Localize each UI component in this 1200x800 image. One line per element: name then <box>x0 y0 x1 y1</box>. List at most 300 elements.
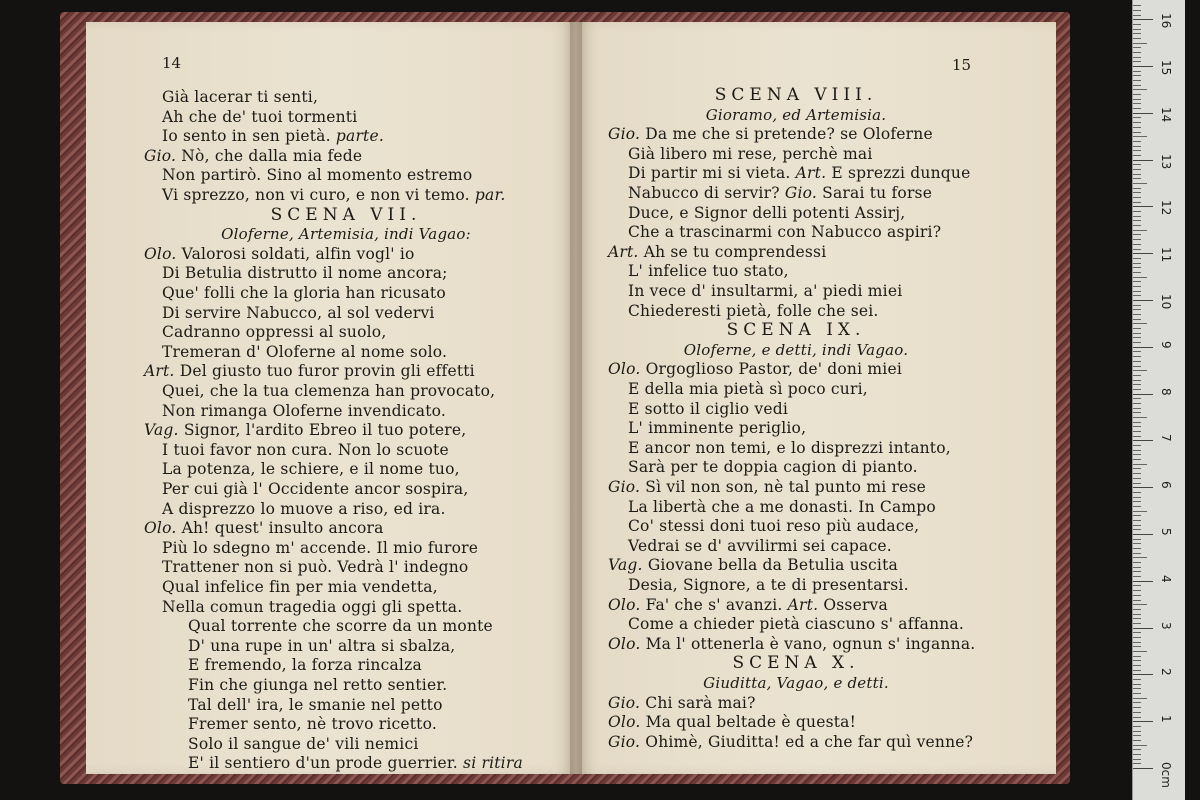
verse-text: Desia, Signore, a te di presentarsi. <box>628 576 909 594</box>
ruler-tick <box>1133 553 1141 554</box>
ruler-tick <box>1133 445 1141 446</box>
verse-line <box>144 421 466 440</box>
ruler-tick <box>1133 38 1141 39</box>
scene-heading <box>727 321 866 340</box>
verse-line <box>628 615 964 634</box>
measurement-ruler <box>1132 0 1185 800</box>
verse-text: Chiederesti pietà, folle che sei. <box>628 301 879 320</box>
ruler-tick <box>1133 763 1141 764</box>
ruler-tick <box>1133 623 1141 624</box>
verse-text: L' infelice tuo stato, <box>628 262 789 281</box>
verse-text: E ancor non temi, e lo disprezzi intanto, <box>628 438 951 457</box>
ruler-tick <box>1133 314 1141 315</box>
speaker-label: Olo. <box>608 595 641 614</box>
ruler-tick <box>1133 80 1141 81</box>
ruler-tick <box>1133 412 1141 413</box>
stage-direction: Art. <box>795 164 827 183</box>
ruler-tick <box>1133 656 1141 657</box>
verse-text: Signor, l'ardito Ebreo il tuo potere, <box>183 421 467 440</box>
ruler-tick <box>1133 286 1141 287</box>
ruler-tick <box>1133 567 1141 568</box>
verse-text: Chi sarà mai? <box>645 693 756 712</box>
ruler-tick <box>1133 319 1141 320</box>
ruler-label: 13 <box>1159 153 1173 169</box>
verse-text: E della mia pietà sì poco curi, <box>628 380 868 398</box>
cast-line-text: Oloferne, Artemisia, indi Vagao: <box>221 225 471 244</box>
ruler-tick <box>1133 99 1141 100</box>
ruler-tick <box>1133 585 1141 586</box>
stage-direction: par. <box>474 186 506 204</box>
verse-text: Sì vil non son, nè tal punto mi rese <box>645 478 927 496</box>
ruler-tick <box>1133 10 1141 11</box>
stage-direction: parte. <box>335 127 384 146</box>
verse-text: Fin che giunga nel retto sentier. <box>188 676 448 694</box>
ruler-label: 14 <box>1159 106 1173 123</box>
verse-line <box>628 498 936 517</box>
ruler-tick <box>1133 506 1141 507</box>
ruler-tick <box>1133 745 1147 746</box>
verse-line <box>188 735 418 754</box>
ruler-tick <box>1133 543 1141 544</box>
ruler-tick <box>1133 618 1141 619</box>
ruler-tick <box>1133 651 1147 652</box>
ruler-tick <box>1133 52 1141 53</box>
right-page-number: 15 <box>952 56 972 74</box>
verse-line <box>608 733 973 752</box>
verse-text: Ah se tu comprendessi <box>643 242 827 261</box>
verse-text: D' una rupe in un' altra si sbalza, <box>188 636 456 655</box>
ruler-tick <box>1133 117 1141 118</box>
ruler-tick <box>1133 581 1153 582</box>
ruler-tick <box>1133 192 1141 193</box>
verse-line <box>188 696 443 715</box>
ruler-tick <box>1133 501 1141 502</box>
ruler-tick <box>1133 347 1153 348</box>
scene-heading-text: SCENA IX. <box>726 320 866 341</box>
verse-text-continued: Sarai tu forse <box>822 184 933 202</box>
ruler-tick <box>1133 702 1141 703</box>
verse-line <box>144 147 362 166</box>
ruler-tick <box>1133 426 1141 427</box>
ruler-tick <box>1133 614 1141 615</box>
ruler-tick <box>1133 244 1141 245</box>
book-gutter <box>570 22 582 774</box>
ruler-tick <box>1133 188 1141 189</box>
ruler-tick <box>1133 595 1141 596</box>
verse-line <box>162 88 318 107</box>
ruler-tick <box>1133 679 1141 680</box>
verse-line <box>628 458 918 477</box>
verse-line <box>162 284 446 303</box>
verse-line <box>628 145 873 164</box>
ruler-tick <box>1133 548 1141 549</box>
speaker-label: Gio. <box>608 478 641 496</box>
ruler-tick <box>1133 398 1141 399</box>
ruler-tick <box>1133 103 1141 104</box>
ruler-tick <box>1133 590 1141 591</box>
verse-text-continued: E sprezzi dunque <box>831 164 971 183</box>
ruler-tick <box>1133 487 1153 488</box>
ruler-tick <box>1133 674 1153 675</box>
verse-text: Io sento in sen pietà. <box>162 127 331 146</box>
verse-line <box>628 164 970 183</box>
ruler-tick <box>1133 740 1141 741</box>
verse-line <box>628 439 951 458</box>
verse-line <box>162 460 460 479</box>
verse-line <box>162 108 357 127</box>
ruler-tick <box>1133 66 1153 67</box>
verse-text: Che a trascinarmi con Nabucco aspiri? <box>628 223 942 242</box>
verse-text: Già libero mi rese, perchè mai <box>628 144 873 163</box>
ruler-tick <box>1133 75 1141 76</box>
verse-line <box>162 598 462 617</box>
ruler-tick <box>1133 272 1141 273</box>
verse-text: Qual torrente che scorre da un monte <box>188 617 493 636</box>
ruler-tick <box>1133 183 1147 184</box>
ruler-tick <box>1133 94 1141 95</box>
verse-text: Giovane bella da Betulia uscita <box>647 556 898 575</box>
ruler-tick <box>1133 370 1147 371</box>
ruler-tick <box>1133 468 1141 469</box>
verse-text: I tuoi favor non cura. Non lo scuote <box>162 440 449 459</box>
ruler-tick <box>1133 356 1141 357</box>
ruler-tick <box>1133 29 1141 30</box>
scene-heading-text: SCENA VII. <box>270 204 422 225</box>
ruler-tick <box>1133 127 1141 128</box>
ruler-tick <box>1133 277 1147 278</box>
speaker-label: Vag. <box>608 556 643 575</box>
ruler-label: 1 <box>1159 715 1173 723</box>
verse-line <box>628 282 902 301</box>
ruler-label: 0cm <box>1159 762 1173 788</box>
ruler-tick <box>1133 239 1141 240</box>
verse-line <box>162 127 384 146</box>
speaker-label: Olo. <box>144 519 177 538</box>
ruler-tick <box>1133 89 1147 90</box>
verse-line <box>162 304 435 323</box>
verse-text: Nella comun tragedia oggi gli spetta. <box>162 597 463 616</box>
ruler-label: 6 <box>1159 481 1173 489</box>
speaker-label: Olo. <box>608 360 641 379</box>
ruler-tick <box>1133 422 1141 423</box>
stage-direction: Gio. <box>784 184 817 202</box>
ruler-tick <box>1133 557 1147 558</box>
ruler-tick <box>1133 24 1141 25</box>
scene-heading <box>732 654 859 673</box>
verse-text: Non rimanga Oloferne invendicato. <box>162 401 447 420</box>
ruler-label: 10 <box>1159 294 1173 310</box>
ruler-tick <box>1133 57 1141 58</box>
verse-text: L' imminente periglio, <box>628 419 807 438</box>
verse-text: Ma l' ottenerla è vano, ognun s' inganna. <box>645 634 976 653</box>
stage-direction: si ritira <box>463 754 523 773</box>
ruler-tick <box>1133 47 1141 48</box>
speaker-label: Olo. <box>608 634 641 653</box>
ruler-tick <box>1133 71 1141 72</box>
verse-line <box>628 302 879 321</box>
ruler-tick <box>1133 216 1141 217</box>
ruler-tick <box>1133 206 1153 207</box>
verse-text: Già lacerar ti senti, <box>162 88 319 106</box>
verse-line <box>628 223 941 242</box>
verse-text: Ah che de' tuoi tormenti <box>162 107 358 126</box>
ruler-tick <box>1133 562 1141 563</box>
ruler-tick <box>1133 263 1141 264</box>
scene-heading-text: SCENA X. <box>732 653 860 674</box>
ruler-tick <box>1133 436 1141 437</box>
verse-text: Del giusto tuo furor provin gli effetti <box>179 362 475 381</box>
cast-line <box>684 341 908 360</box>
verse-text: E sotto il ciglio vedi <box>628 399 789 418</box>
verse-text: Di Betulia distrutto il nome ancora; <box>162 264 448 283</box>
speaker-label: Gio. <box>144 146 177 165</box>
ruler-label: 9 <box>1159 340 1173 349</box>
ruler-tick <box>1133 174 1141 175</box>
ruler-tick <box>1133 136 1147 137</box>
ruler-tick <box>1133 576 1141 577</box>
ruler-tick <box>1133 281 1141 282</box>
cast-line <box>221 225 471 244</box>
verse-line <box>144 245 415 264</box>
ruler-tick <box>1133 492 1141 493</box>
ruler-label: 5 <box>1159 528 1173 536</box>
ruler-tick <box>1133 230 1147 231</box>
ruler-tick <box>1133 707 1141 708</box>
verse-line <box>188 754 523 773</box>
ruler-tick <box>1133 202 1141 203</box>
ruler-tick <box>1133 394 1153 395</box>
verse-text: A disprezzo lo muove a riso, ed ira. <box>162 499 446 518</box>
ruler-tick <box>1133 735 1141 736</box>
verse-text: Nabucco di servir? <box>628 184 780 202</box>
ruler-tick <box>1133 754 1141 755</box>
ruler-tick <box>1133 632 1141 633</box>
ruler-tick <box>1133 234 1141 235</box>
verse-line <box>162 166 472 185</box>
ruler-tick <box>1133 113 1153 114</box>
verse-line <box>608 596 888 615</box>
ruler-tick <box>1133 717 1141 718</box>
ruler-tick <box>1133 712 1141 713</box>
left-page-number: 14 <box>162 54 182 72</box>
ruler-tick <box>1133 108 1141 109</box>
scene-heading <box>271 206 422 225</box>
ruler-tick <box>1133 178 1141 179</box>
ruler-tick <box>1133 464 1147 465</box>
ruler-tick <box>1133 85 1141 86</box>
left-page <box>86 22 576 774</box>
ruler-tick <box>1133 366 1141 367</box>
ruler-tick <box>1133 431 1141 432</box>
ruler-tick <box>1133 253 1153 254</box>
ruler-tick <box>1133 384 1141 385</box>
verse-text: Quei, che la tua clemenza han provocato, <box>162 382 496 400</box>
ruler-tick <box>1133 473 1141 474</box>
verse-text: In vece d' insultarmi, a' piedi miei <box>628 282 903 300</box>
verse-text: Tremeran d' Oloferne al nome solo. <box>162 342 448 361</box>
verse-text: Da me che si pretende? se Oloferne <box>645 125 933 144</box>
verse-line <box>608 125 933 144</box>
ruler-tick <box>1133 323 1147 324</box>
verse-text: Duce, e Signor delli potenti Assirj, <box>628 203 906 222</box>
ruler-tick <box>1133 454 1141 455</box>
verse-text: Tal dell' ira, le smanie nel petto <box>188 695 443 714</box>
ruler-tick <box>1133 291 1141 292</box>
ruler-tick <box>1133 295 1141 296</box>
verse-line <box>628 184 932 203</box>
ruler-tick <box>1133 389 1141 390</box>
ruler-tick <box>1133 497 1141 498</box>
verse-text: Sarà per te doppia cagion di pianto. <box>628 458 918 477</box>
speaker-label: Olo. <box>608 713 641 732</box>
ruler-tick <box>1133 646 1141 647</box>
ruler-tick <box>1133 628 1153 629</box>
ruler-tick <box>1133 698 1147 699</box>
ruler-tick <box>1133 225 1141 226</box>
verse-text: Solo il sangue de' vili nemici <box>188 734 419 753</box>
verse-text: Co' stessi doni tuoi reso più audace, <box>628 517 920 536</box>
verse-text: Per cui già l' Occidente ancor sospira, <box>162 480 469 498</box>
verse-line <box>188 637 455 656</box>
verse-line <box>188 715 437 734</box>
verse-line <box>188 676 447 695</box>
ruler-tick <box>1133 267 1141 268</box>
verse-line <box>628 400 788 419</box>
ruler-tick <box>1133 249 1141 250</box>
ruler-label: 7 <box>1159 434 1173 443</box>
verse-line <box>628 419 806 438</box>
ruler-tick <box>1133 534 1153 535</box>
verse-line <box>162 539 478 558</box>
verse-line <box>162 323 386 342</box>
ruler-tick <box>1133 665 1141 666</box>
verse-line <box>144 362 475 381</box>
verse-text: Non partirò. Sino al momento estremo <box>162 166 473 185</box>
verse-line <box>162 402 446 421</box>
verse-text: Cadranno oppressi al suolo, <box>162 323 387 342</box>
ruler-tick <box>1133 169 1141 170</box>
verse-text: Ohimè, Giuditta! ed a che far quì venne? <box>645 732 974 751</box>
cast-line-text: Giuditta, Vagao, e detti. <box>703 674 889 692</box>
verse-line <box>608 635 975 654</box>
ruler-tick <box>1133 684 1141 685</box>
ruler-tick <box>1133 637 1141 638</box>
ruler-tick <box>1133 5 1141 6</box>
stage-direction: Art. <box>787 595 819 614</box>
verse-line <box>608 713 856 732</box>
cast-line <box>706 106 887 125</box>
ruler-tick <box>1133 520 1141 521</box>
verse-text-continued: Osserva <box>823 595 888 614</box>
verse-text: Qual infelice fin per mia vendetta, <box>162 578 438 596</box>
verse-line <box>144 519 384 538</box>
ruler-tick <box>1133 160 1153 161</box>
speaker-label: Gio. <box>608 125 641 144</box>
verse-line <box>628 537 892 556</box>
ruler-tick <box>1133 408 1141 409</box>
ruler-label: 2 <box>1159 668 1173 677</box>
ruler-tick <box>1133 155 1141 156</box>
cast-line-text: Gioramo, ed Artemisia. <box>705 105 887 124</box>
cast-line <box>703 674 889 693</box>
verse-text: Di servire Nabucco, al sol vedervi <box>162 303 435 322</box>
verse-line <box>162 264 448 283</box>
verse-line <box>608 694 756 713</box>
ruler-tick <box>1133 132 1141 133</box>
verse-text: E' il sentiero d'un prode guerrier. <box>188 754 458 773</box>
ruler-tick <box>1133 726 1141 727</box>
ruler-tick <box>1133 688 1141 689</box>
verse-text: Orgoglioso Pastor, de' doni miei <box>645 360 902 379</box>
speaker-label: Olo. <box>144 244 177 263</box>
verse-line <box>162 578 438 597</box>
ruler-tick <box>1133 417 1147 418</box>
scene-heading <box>715 86 877 105</box>
ruler-label: 11 <box>1159 247 1173 263</box>
ruler-label: 12 <box>1159 200 1173 216</box>
verse-text: Ah! quest' insulto ancora <box>181 519 384 538</box>
ruler-tick <box>1133 220 1141 221</box>
verse-line <box>628 380 868 399</box>
ruler-tick <box>1133 511 1147 512</box>
verse-line <box>628 262 789 281</box>
ruler-tick <box>1133 197 1141 198</box>
ruler-tick <box>1133 19 1153 20</box>
right-page <box>576 22 1056 774</box>
ruler-label: 8 <box>1159 387 1173 396</box>
ruler-tick <box>1133 43 1147 44</box>
verse-text: La libertà che a me donasti. In Campo <box>628 497 936 516</box>
ruler-tick <box>1133 33 1141 34</box>
ruler-tick <box>1133 483 1141 484</box>
verse-text: Come a chieder pietà ciascuno s' affanna. <box>628 615 965 634</box>
scene-heading-text: SCENA VIII. <box>714 85 878 105</box>
verse-line <box>162 500 446 519</box>
verse-line <box>628 576 909 595</box>
ruler-tick <box>1133 122 1141 123</box>
verse-line <box>188 656 422 675</box>
cast-line-text: Oloferne, e detti, indi Vagao. <box>683 340 909 359</box>
verse-line <box>162 480 469 499</box>
verse-text: E fremendo, la forza rincalza <box>188 656 422 675</box>
verse-text: Fa' che s' avanzi. <box>645 595 783 614</box>
ruler-tick <box>1133 333 1141 334</box>
ruler-tick <box>1133 515 1141 516</box>
ruler-tick <box>1133 731 1141 732</box>
verse-text: Nò, che dalla mia fede <box>181 146 363 165</box>
ruler-tick <box>1133 164 1141 165</box>
verse-line <box>188 617 493 636</box>
ruler-tick <box>1133 459 1141 460</box>
verse-line <box>608 360 902 379</box>
ruler-tick <box>1133 642 1141 643</box>
ruler-tick <box>1133 749 1141 750</box>
ruler-tick <box>1133 693 1141 694</box>
verse-text: Fremer sento, nè trovo ricetto. <box>188 715 438 734</box>
verse-text: Trattener non si può. Vedrà l' indegno <box>162 558 469 577</box>
ruler-tick <box>1133 61 1141 62</box>
ruler-tick <box>1133 721 1153 722</box>
ruler-tick <box>1133 380 1141 381</box>
ruler-tick <box>1133 450 1141 451</box>
verse-text: Più lo sdegno m' accende. Il mio furore <box>162 538 479 557</box>
verse-line <box>608 478 926 497</box>
verse-text: Vi sprezzo, non vi curo, e non vi temo. <box>162 186 470 204</box>
ruler-tick <box>1133 571 1141 572</box>
verse-line <box>628 517 919 536</box>
verse-line <box>162 343 447 362</box>
ruler-tick <box>1133 300 1153 301</box>
